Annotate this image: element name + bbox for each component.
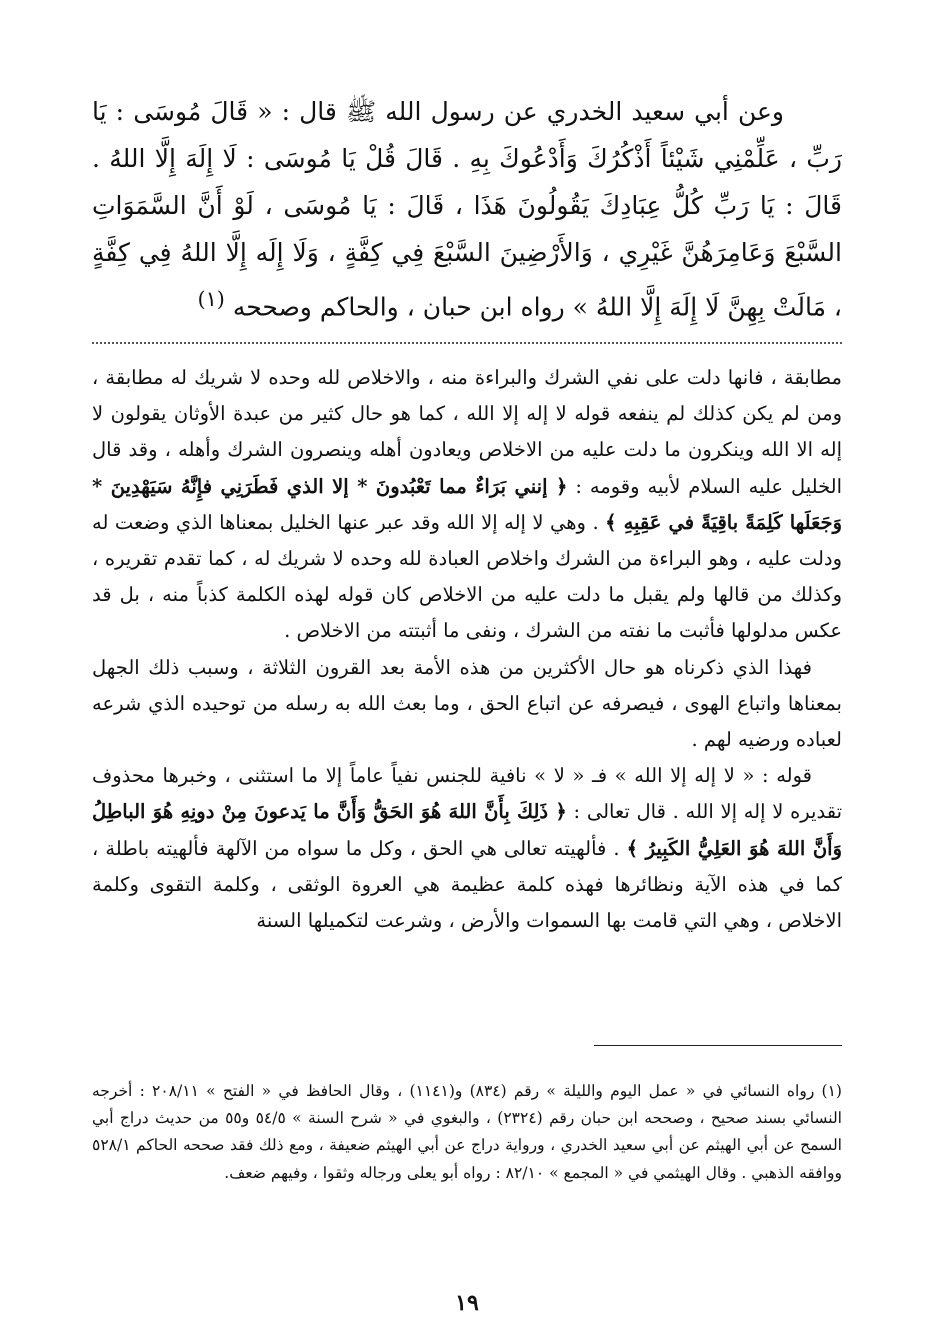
page-number: ١٩ [455, 1290, 479, 1316]
quran-verse: ﴿ إنني بَرَاءٌ مما تَعْبُدونَ * إلا الذي فَطَرَنِي فإِنَّهُ سَيَهْدِينَ * وَجَعَلَها كَلِمَةً باقِيَةً في عَقِبِهِ ﴾ [92, 474, 842, 534]
quran-verse: ﴿ ذَلِكَ بِأَنَّ اللهَ هُوَ الحَقُّ وَأَنَّ ما يَدعونَ مِنْ دونِهِ هُوَ الباطِلُ وَأَنَّ اللهَ هُوَ العَلِيُّ الكَبِيرُ ﴾ [92, 800, 842, 860]
hadith-paragraph [92, 88, 842, 330]
footnote-separator [594, 1045, 842, 1046]
commentary-text: قوله : « لا إله إلا الله » فـ « لا » نافية للجنس نفياً عاماً إلا ما استثنى ، وخبرها محذوف تقديره لا إله إلا الله . قال تعالى : [92, 764, 842, 824]
footnote-section [92, 1078, 842, 1187]
commentary-text: . وهي لا إله إلا الله وقد عبر عنها الخليل بمعناها الذي وضعت له ودلت عليه ، وهو البراءة من الشرك واخلاص العبادة لله وحده لا شريك له ، كما تقدم تقريره ، وكذلك من قالها ولم يقبل ما دلت عليه من الاخلاص كان قوله لهذه الكلمة كذباً منه ، بل قد عكس مدلولها فأثبت ما نفته من الشرك ، ونفى ما أثبتته من الاخلاص . [92, 510, 842, 643]
commentary-paragraph-2: فهذا الذي ذكرناه هو حال الأكثرين من هذه الأمة بعد القرون الثلاثة ، وسبب ذلك الجهل بمعناها واتباع الهوى ، فيصرفه عن اتباع الحق ، وما بعث الله به رسله من توحيده الذي شرعه لعباده ورضيه لهم . [92, 655, 842, 752]
footnote-marker: (١) [197, 287, 225, 311]
commentary-text: مطابقة ، فانها دلت على نفي الشرك والبراءة منه ، والاخلاص لله وحده لا شريك له مطابقة ، ومن لم يكن كذلك لم ينفعه قوله لا إله إلا الله ، كما هو حال كثير من عبدة الأوثان يقولون لا إله الا الله وينكرون ما دلت عليه من الاخلاص ويعادون أهله وينصرون الشرك وأهله ، وقد قال الخليل عليه السلام لأبيه وقومه : [92, 366, 843, 498]
hadith-text: وعن أبي سعيد الخدري عن رسول الله ﷺ قال : « قَالَ مُوسَى : يَا رَبِّ ، عَلِّمْنِي شَيْئاً أَذْكُرُكَ وَأَدْعُوكَ بِهِ . قَالَ قُلْ يَا مُوسَى : لَا إِلَهَ إِلَّا اللهُ . قَالَ : يَا رَبِّ كُلُّ عِبَادِكَ يَقُولُونَ هَذَا ، قَالَ : يَا مُوسَى ، لَوْ أَنَّ السَّمَوَاتِ السَّبْعَ وَعَامِرَهُنَّ غَيْرِي ، وَالأَرْضِينَ السَّبْعَ فِي كِفَّةٍ ، وَلَا إِلَه إِلَّا اللهُ فِي كِفَّةٍ ، مَالَتْ بِهِنَّ لَا إِلَهَ إِلَّا اللهُ » رواه ابن حبان ، والحاكم وصححه [92, 97, 842, 322]
commentary-paragraph-1 [92, 360, 842, 650]
footnote-text: (١) رواه النسائي في « عمل اليوم والليلة » رقم (٨٣٤) و(١١٤١) ، وقال الحافظ في « الفتح » ٢٠٨/١١ : أخرجه النسائي بسند صحيح ، وصححه ابن حبان رقم (٢٣٢٤) ، والبغوي في « شرح السنة » ٥٤/٥ و٥٥ من حديث دراج أبي السمح عن أبي الهيثم عن أبي سعيد الخدري ، ورواية دراج عن أبي الهيثم ضعيفة ، ومع ذلك فقد صححه الحاكم ٥٢٨/١ ووافقه الذهبي . وقال الهيثمي في « المجمع » ٨٢/١٠ : رواه أبو يعلى ورجاله وثقوا ، وفيهم ضعف. [92, 1082, 842, 1182]
dotted-separator [92, 342, 842, 344]
commentary-section [92, 360, 842, 939]
hadith-text-line [92, 88, 842, 330]
commentary-text: . فألهيته تعالى هي الحق ، وكل ما سواه من الآلهة فألهيته باطلة ، كما في هذه الآية ونظائرها فهذه كلمة عظيمة هي العروة الوثقى ، وكلمة التقوى وكلمة الاخلاص ، وهي التي قامت بها السموات والأرض ، وشرعت لتكميلها السنة [92, 836, 842, 933]
commentary-paragraph-3 [92, 758, 842, 939]
